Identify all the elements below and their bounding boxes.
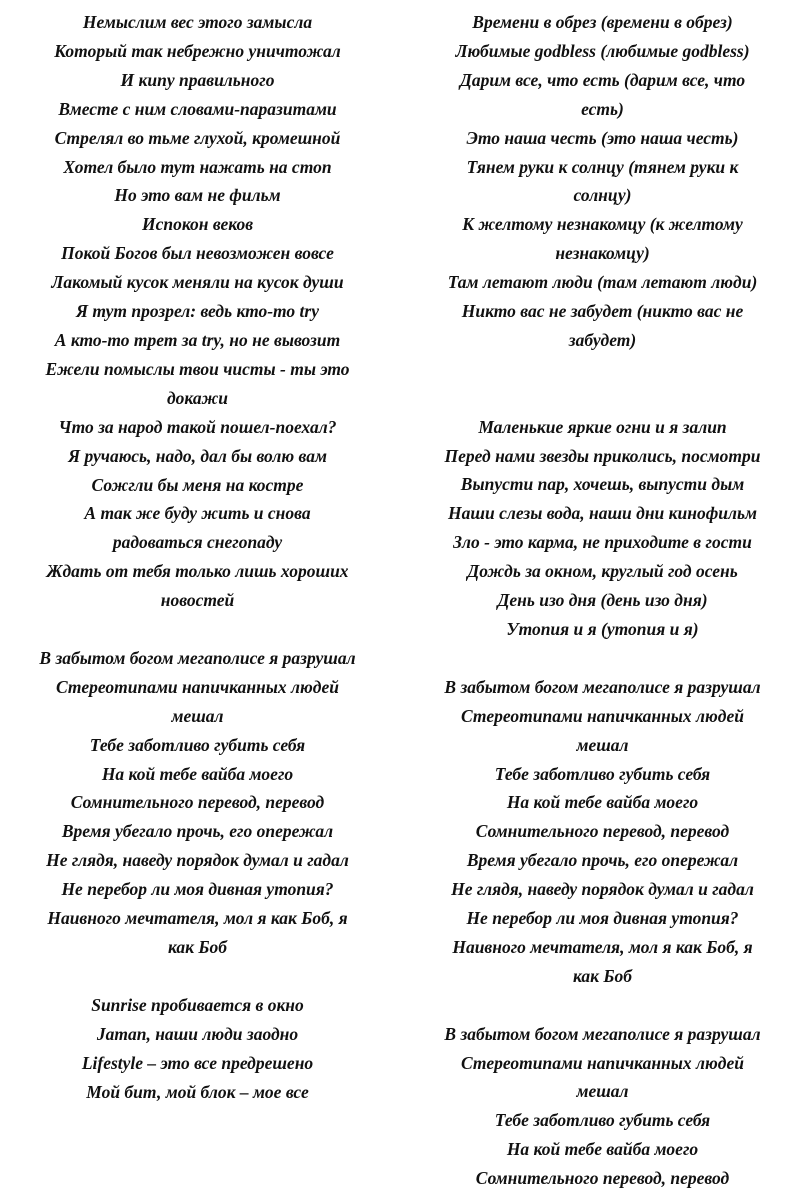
lyric-line: Я ручаюсь, надо, дал бы волю вам [68, 445, 327, 466]
lyric-line: незнакомцу) [555, 243, 650, 264]
lyric-line: Jaтап, наши люди заодно [96, 1023, 299, 1044]
lyric-line: Лакомый кусок меняли на кусок души [51, 272, 344, 293]
lyric-line: Никто вас не забудет (никто вас не [461, 301, 744, 322]
lyric-line: И кипу правильного [120, 69, 275, 90]
lyric-line: Наивного мечтателя, мол я как Боб, я [47, 908, 348, 929]
lyric-line: Покой Богов был невозможен вовсе [61, 243, 334, 264]
lyric-line: Стереотипами напичканных людей [56, 676, 339, 697]
lyric-line: Сомнительного перевод, перевод [475, 821, 730, 842]
lyric-line: солнцу) [573, 185, 632, 206]
lyric-line: Ждать от тебя только лишь хороших [46, 561, 349, 582]
lyric-line: Дождь за окном, круглый год осень [467, 561, 738, 582]
lyric-line: На кой тебе вайба моего [506, 1139, 699, 1160]
lyric-line: Зло - это карма, не приходите в гости [453, 532, 752, 553]
lyric-line: Который так небрежно уничтожал [54, 40, 341, 61]
lyric-line: Я тут прозрел: ведь кто-то try [76, 301, 319, 322]
lyric-line: Любимые godbless (любимые godbless) [455, 40, 750, 61]
lyric-line: Что за народ такой пошел-поехал? [58, 416, 337, 437]
lyric-line: Не глядя, наведу порядок думал и гадал [46, 850, 349, 871]
stanza-gap [0, 962, 395, 991]
lyric-line: докажи [166, 387, 228, 408]
lyric-line: А кто-то трет за try, но не вывозит [54, 329, 341, 350]
lyric-line: Времени в обрез (времени в обрез) [472, 12, 733, 32]
lyric-line: К желтому незнакомцу (к желтому [462, 214, 743, 235]
lyric-line: Маленькие яркие огни и я залип [478, 416, 727, 437]
lyric-line: Стереотипами напичканных людей [461, 1052, 744, 1073]
lyric-line: В забытом богом мегаполисе я разрушал [444, 1023, 761, 1044]
lyric-line: Не глядя, наведу порядок думал и гадал [451, 879, 754, 900]
right-stanza-1 [405, 8, 800, 355]
lyric-line: Немыслим вес этого замысла [82, 12, 313, 32]
right-stanza-2 [405, 413, 800, 644]
lyric-line: Там летают люди (там летают люди) [447, 272, 758, 293]
lyric-line: как Боб [167, 936, 228, 957]
lyric-line: Мой бит, мой блок – мое все [86, 1081, 309, 1102]
lyric-line: Перед нами звезды приколись, посмотри [444, 445, 761, 466]
left-stanza-2 [0, 644, 395, 962]
stanza-gap [405, 991, 800, 1020]
lyric-line: забудет) [568, 329, 637, 350]
right-stanza-4 [405, 1020, 800, 1193]
lyric-line: мешал [576, 1081, 629, 1102]
lyric-line: Утопия и я (утопия и я) [506, 619, 699, 639]
lyric-line: Тебе заботливо губить себя [89, 734, 306, 755]
lyric-line: Наши слезы вода, наши дни кинофильм [448, 503, 757, 524]
lyric-line: Наивного мечтателя, мол я как Боб, я [452, 936, 753, 957]
left-stanza-1 [0, 8, 395, 615]
lyric-line: А так же буду жить и снова [84, 503, 311, 524]
lyric-line: есть) [581, 98, 624, 119]
lyric-line: как Боб [572, 965, 633, 986]
lyric-line: Сомнительного перевод, перевод [475, 1168, 730, 1189]
lyric-line: Дарим все, что есть (дарим все, что [459, 69, 746, 90]
lyric-line: Ежели помыслы твои чисты - ты это [45, 358, 350, 379]
lyric-line: День изо дня (день изо дня) [497, 590, 708, 611]
lyric-line: Сожгли бы меня на костре [91, 474, 304, 495]
lyric-line: Lifestyle – это все предрешено [81, 1052, 314, 1073]
lyric-line: Тебе заботливо губить себя [494, 1110, 711, 1131]
lyric-line: Тебе заботливо губить себя [494, 763, 711, 784]
lyric-line: В забытом богом мегаполисе я разрушал [39, 647, 356, 668]
lyric-line: Это наша честь (это наша честь) [466, 127, 739, 148]
left-column [0, 8, 395, 1106]
lyric-line: На кой тебе вайба моего [101, 763, 294, 784]
lyric-line: На кой тебе вайба моего [506, 792, 699, 813]
right-stanza-3 [405, 673, 800, 991]
lyric-line: Не перебор ли моя дивная утопия? [61, 879, 334, 900]
lyric-line: радоваться снегопаду [112, 532, 283, 553]
lyric-line: Вместе с ним словами-паразитами [58, 98, 337, 119]
lyric-line: новостей [160, 590, 235, 611]
lyric-line: мешал [171, 705, 224, 726]
lyric-line: Сомнительного перевод, перевод [70, 792, 325, 813]
lyric-line: В забытом богом мегаполисе я разрушал [444, 676, 761, 697]
stanza-gap [405, 644, 800, 673]
lyric-line: мешал [576, 734, 629, 755]
lyric-line: Время убегало прочь, его опережал [466, 850, 739, 871]
lyric-line: Хотел было тут нажать на стоп [63, 156, 332, 177]
lyric-line: Выпусти пар, хочешь, выпусти дым [460, 474, 745, 495]
lyric-line: Стереотипами напичканных людей [461, 705, 744, 726]
lyric-line: Но это вам не фильм [114, 185, 281, 206]
lyric-line: Тянем руки к солнцу (тянем руки к [466, 156, 739, 177]
stanza-gap [405, 355, 800, 384]
lyric-line: Время убегало прочь, его опережал [61, 821, 334, 842]
lyric-line: Испокон веков [141, 214, 254, 235]
lyric-line: Не перебор ли моя дивная утопия? [466, 908, 739, 929]
left-stanza-3 [0, 991, 395, 1107]
lyric-line: Sunrise пробивается в окно [91, 994, 304, 1015]
stanza-gap [405, 384, 800, 413]
lyric-line: Стрелял во тьме глухой, кромешной [54, 127, 341, 148]
stanza-gap [0, 615, 395, 644]
right-column [405, 8, 800, 1193]
